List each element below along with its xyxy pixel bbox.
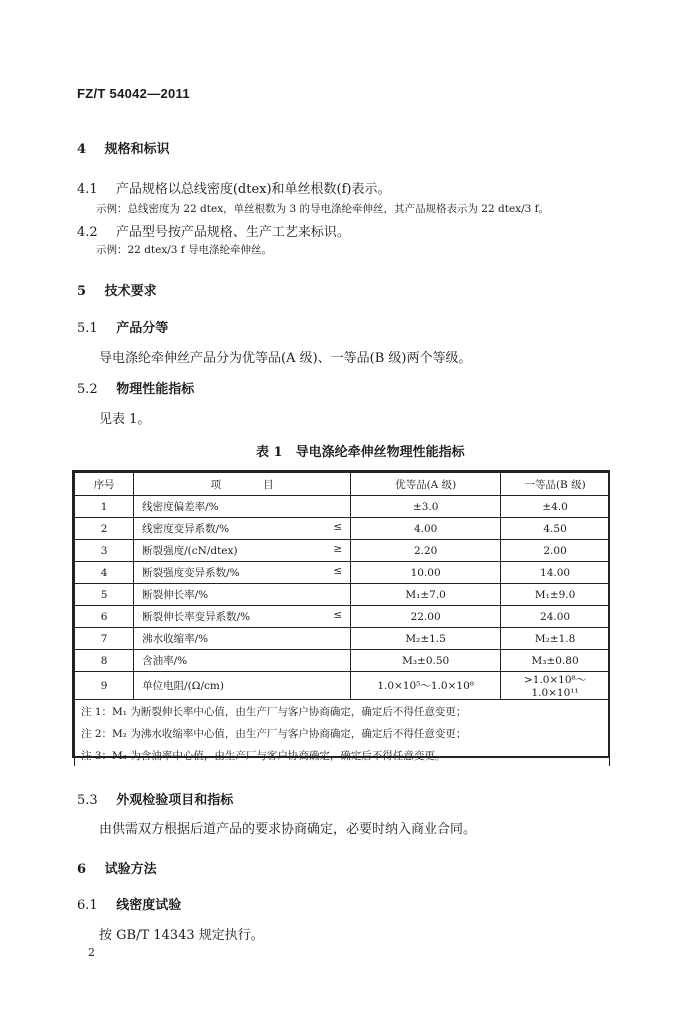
table-note: 注 3：M₃ 为含油率中心值，由生产厂与客户协商确定，确定后不得任意变更。: [75, 744, 610, 766]
section-number: 5: [77, 284, 87, 299]
cell-no: 7: [75, 628, 134, 650]
cell-grade-a: 4.00: [351, 518, 501, 540]
cell-grade-b: >1.0×10⁸～1.0×10¹¹: [501, 672, 610, 700]
cell-item: [134, 518, 351, 540]
page-number: 2: [88, 946, 95, 959]
clause-6-1-heading: [77, 894, 181, 913]
clause-5-2-text: 见表 1。: [99, 412, 151, 427]
clause-number: 5.3: [77, 793, 98, 808]
cell-grade-b: 14.00: [501, 562, 610, 584]
cell-grade-a: 10.00: [351, 562, 501, 584]
table-row: [75, 606, 610, 628]
cell-grade-b: 2.00: [501, 540, 610, 562]
item-label: 线密度偏差率/%: [142, 501, 219, 513]
cell-item: [134, 672, 351, 700]
cell-grade-a: 22.00: [351, 606, 501, 628]
cell-no: 5: [75, 584, 134, 606]
example-4-2: 示例：22 dtex/3 f 导电涤纶牵伸丝。: [96, 244, 273, 256]
example-4-1: 示例：总线密度为 22 dtex，单丝根数为 3 的导电涤纶牵伸丝，其产品规格表示为 22 dtex/3 f。: [96, 203, 550, 215]
clause-5-3-text: 由供需双方根据后道产品的要求协商确定，必要时纳入商业合同。: [99, 822, 477, 837]
clause-6-1-text: 按 GB/T 14343 规定执行。: [99, 928, 264, 943]
clause-4-2: [77, 221, 350, 240]
table-caption: 表 1 导电涤纶牵伸丝物理性能指标: [256, 445, 465, 460]
cell-grade-b: M₃±0.80: [501, 650, 610, 672]
item-operator: ≥: [333, 543, 343, 555]
cell-item: [134, 540, 351, 562]
cell-grade-a: M₃±0.50: [351, 650, 501, 672]
clause-title: 外观检验项目和指标: [116, 793, 234, 808]
cell-grade-b: ±4.0: [501, 496, 610, 518]
document-code: FZ/T 54042—2011: [77, 86, 190, 101]
table-row: [75, 672, 610, 700]
item-operator: ≤: [333, 565, 343, 577]
cell-item: [134, 562, 351, 584]
section-title: 技术要求: [104, 284, 157, 299]
table-row: [75, 562, 610, 584]
item-label: 断裂伸长率变异系数/%: [142, 611, 251, 623]
cell-grade-a: 1.0×10⁵～1.0×10⁸: [351, 672, 501, 700]
section-number: 6: [77, 862, 87, 877]
clause-4-1: [77, 178, 391, 197]
clause-5-1-text: 导电涤纶牵伸丝产品分为优等品(A 级)、一等品(B 级)两个等级。: [99, 351, 472, 366]
item-label: 单位电阻/(Ω/cm): [142, 680, 224, 692]
table-row: [75, 540, 610, 562]
cell-item: [134, 496, 351, 518]
table-row: [75, 584, 610, 606]
clause-title: 线密度试验: [116, 898, 182, 913]
table-note: 注 1：M₁ 为断裂伸长率中心值，由生产厂与客户协商确定，确定后不得任意变更；: [75, 700, 610, 723]
table-row: [75, 628, 610, 650]
cell-no: 6: [75, 606, 134, 628]
table-note-row: [75, 744, 610, 766]
cell-grade-b: 4.50: [501, 518, 610, 540]
cell-grade-b: 24.00: [501, 606, 610, 628]
table-row: [75, 496, 610, 518]
item-operator: ≤: [333, 521, 343, 533]
table-header-row: [75, 473, 610, 496]
item-label: 断裂强度/(cN/dtex): [142, 545, 238, 557]
header-item: 项 目: [134, 473, 351, 496]
header-no: 序号: [75, 473, 134, 496]
cell-no: 9: [75, 672, 134, 700]
header-grade-b: 一等品(B 级): [501, 473, 610, 496]
cell-grade-a: M₁±7.0: [351, 584, 501, 606]
table-note: 注 2：M₂ 为沸水收缩率中心值，由生产厂与客户协商确定，确定后不得任意变更；: [75, 722, 610, 744]
item-label: 沸水收缩率/%: [142, 633, 209, 645]
cell-no: 2: [75, 518, 134, 540]
section-title: 规格和标识: [104, 142, 170, 157]
item-operator: ≤: [333, 609, 343, 621]
clause-number: 5.1: [77, 321, 98, 336]
cell-item: [134, 606, 351, 628]
cell-grade-a: 2.20: [351, 540, 501, 562]
clause-5-3-heading: [77, 789, 233, 808]
cell-grade-a: M₂±1.5: [351, 628, 501, 650]
clause-number: 4.1: [77, 182, 98, 197]
section-number: 4: [77, 142, 87, 157]
cell-grade-b: M₂±1.8: [501, 628, 610, 650]
clause-number: 5.2: [77, 382, 98, 397]
cell-grade-a: ±3.0: [351, 496, 501, 518]
properties-table: [74, 472, 610, 766]
cell-no: 4: [75, 562, 134, 584]
cell-item: [134, 650, 351, 672]
section-6-heading: [77, 858, 157, 877]
table-note-row: [75, 722, 610, 744]
clause-number: 6.1: [77, 898, 98, 913]
clause-title: 物理性能指标: [116, 382, 195, 397]
cell-no: 3: [75, 540, 134, 562]
item-label: 线密度变异系数/%: [142, 523, 230, 535]
clause-5-1-heading: [77, 317, 168, 336]
clause-5-2-heading: [77, 378, 194, 397]
table-row: [75, 518, 610, 540]
cell-item: [134, 628, 351, 650]
cell-no: 1: [75, 496, 134, 518]
cell-item: [134, 584, 351, 606]
cell-no: 8: [75, 650, 134, 672]
table-row: [75, 650, 610, 672]
item-label: 断裂强度变异系数/%: [142, 567, 240, 579]
clause-text: 产品规格以总线密度(dtex)和单丝根数(f)表示。: [115, 182, 391, 197]
section-title: 试验方法: [104, 862, 157, 877]
header-grade-a: 优等品(A 级): [351, 473, 501, 496]
item-label: 含油率/%: [142, 655, 188, 667]
table-note-row: [75, 700, 610, 723]
item-label: 断裂伸长率/%: [142, 589, 209, 601]
clause-text: 产品型号按产品规格、生产工艺来标识。: [115, 225, 350, 240]
section-5-heading: [77, 280, 157, 299]
section-4-heading: [77, 138, 170, 157]
clause-title: 产品分等: [116, 321, 169, 336]
cell-grade-b: M₁±9.0: [501, 584, 610, 606]
clause-number: 4.2: [77, 225, 98, 240]
